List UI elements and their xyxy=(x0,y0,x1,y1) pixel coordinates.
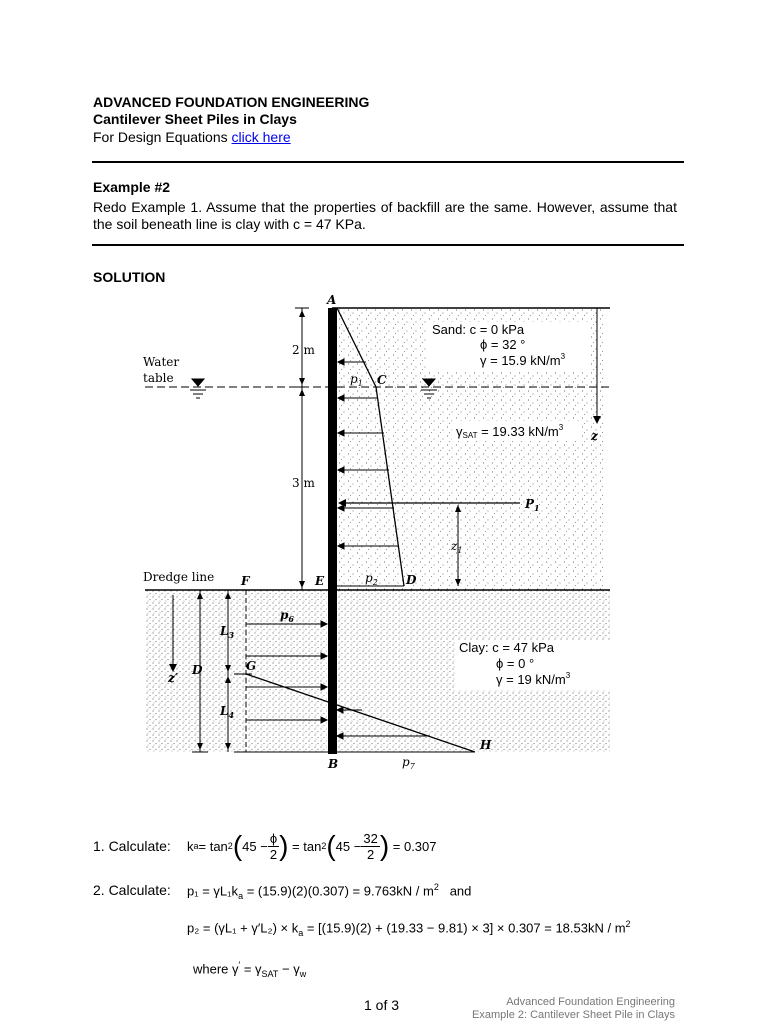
label-F: F xyxy=(241,574,250,588)
where-line xyxy=(193,960,306,979)
sand-props-line2: ϕ = 32 ° xyxy=(480,337,526,352)
solution-heading: SOLUTION xyxy=(93,269,166,285)
label-E: E xyxy=(315,574,325,588)
label-H: H xyxy=(480,738,492,752)
frac-32-num: 32 xyxy=(363,830,378,846)
ka-result: = 0.307 xyxy=(392,838,437,854)
paren-close-b: ) xyxy=(379,830,390,861)
where-tail: − γ xyxy=(278,961,300,977)
step1-label: 1. Calculate: xyxy=(93,838,171,854)
step2-p2-equation xyxy=(187,919,631,938)
frac-phi-den: 2 xyxy=(269,846,278,862)
label-P1: $P_1$ xyxy=(525,497,540,513)
sheet-pile xyxy=(328,308,337,754)
p2-sub: a xyxy=(298,927,304,938)
clay-props-line1: Clay: c = 47 kPa xyxy=(459,640,555,655)
label-A: A xyxy=(327,293,337,307)
p2-rhs: = [(15.9)(2) + (19.33 − 9.81) × 3] × 0.307 = 18.53kN / m xyxy=(303,920,626,936)
term-45a: 45 − xyxy=(242,838,268,854)
water-table-label-2: table xyxy=(143,371,174,385)
label-L3: $L_3$ xyxy=(220,624,235,640)
divider-bottom xyxy=(92,244,684,246)
label-G: G xyxy=(246,659,257,673)
where-prefix: where γ xyxy=(193,961,239,977)
p2-lhs: p₂ = (γL₁ + γ′L₂) × k xyxy=(187,920,299,936)
p1-sup: 2 xyxy=(433,882,439,892)
clay-props-line2: ϕ = 0 ° xyxy=(496,656,535,671)
label-p6: $p_6$ xyxy=(280,608,294,624)
step2-label: 2. Calculate: xyxy=(93,882,171,898)
footer-right-line2: Example 2: Cantilever Sheet Pile in Clays xyxy=(472,1009,675,1021)
label-C: C xyxy=(377,373,387,387)
example-title: Example #2 xyxy=(93,179,171,195)
paren-close-a: ) xyxy=(279,830,289,861)
dim-2m: 2 m xyxy=(292,343,315,357)
frac-32 xyxy=(361,831,379,862)
ka-sub: a xyxy=(193,841,199,851)
label-D-dim: D xyxy=(192,663,203,677)
label-B: B xyxy=(328,757,339,771)
paren-open-a: ( xyxy=(232,830,243,861)
design-equations-line xyxy=(93,129,291,145)
tan-b: = tan xyxy=(292,838,322,854)
frac-phi-num: ϕ xyxy=(269,830,278,846)
footer-right-line1: Advanced Foundation Engineering xyxy=(506,996,675,1008)
document-title: ADVANCED FOUNDATION ENGINEERING xyxy=(93,94,370,110)
sand-props-line3: γ = 15.9 $kN/m^3$ xyxy=(480,352,566,368)
page-number: 1 of 3 xyxy=(364,997,400,1013)
water-table-label-1: Water xyxy=(143,355,180,369)
label-p1: $p_1$ xyxy=(350,372,363,388)
where-mid: = γ xyxy=(240,961,262,977)
ka-symbol: k xyxy=(187,838,194,854)
divider-top xyxy=(92,161,684,163)
dredge-line-label: Dredge line xyxy=(143,570,215,584)
tan-a: = tan xyxy=(198,838,228,854)
p2-sup: 2 xyxy=(625,919,631,929)
label-zprime: z′ xyxy=(168,671,178,685)
frac-phi xyxy=(268,831,279,862)
paren-open-b: ( xyxy=(326,830,336,861)
step2-p1-equation xyxy=(187,882,471,901)
water-table-symbol-left xyxy=(190,379,206,398)
gamma-sat-label: γSAT = 19.33 $kN/m^3$ xyxy=(456,423,564,440)
label-p7: $p_7$ xyxy=(402,755,415,771)
sand-props-line1: Sand: c = 0 kPa xyxy=(432,322,525,337)
and-word: and xyxy=(449,883,472,899)
p1-lhs: p₁ = γL₁k xyxy=(187,883,239,899)
sup-2b: 2 xyxy=(321,841,327,851)
dim-3m: 3 m xyxy=(292,476,315,490)
example-body: Redo Example 1. Assume that the properties of backfill are the same. However, assume that the soil beneath line is clay with c = 47 KPa. xyxy=(93,199,677,232)
p1-sub: a xyxy=(238,890,244,901)
document-subtitle: Cantilever Sheet Piles in Clays xyxy=(93,111,297,127)
sheet-pile-diagram xyxy=(140,290,620,780)
label-D: D xyxy=(406,573,417,587)
sup-2a: 2 xyxy=(227,841,233,851)
where-prime: ′ xyxy=(238,960,241,970)
label-L4: $L_4$ xyxy=(220,704,235,720)
design-equations-link[interactable]: click here xyxy=(231,129,291,145)
label-z: z xyxy=(591,429,598,443)
label-zbar: $z_1$ xyxy=(451,539,463,555)
where-w: w xyxy=(299,968,307,979)
term-45b: 45 − xyxy=(335,838,362,854)
where-sat: SAT xyxy=(261,968,279,979)
frac-32-den: 2 xyxy=(366,846,375,862)
p1-rhs: = (15.9)(2)(0.307) = 9.763kN / m xyxy=(243,883,434,899)
footer-right xyxy=(472,996,675,1022)
clay-props-line3: γ = 19 $kN/m^3$ xyxy=(496,671,571,687)
design-equations-prefix: For Design Equations xyxy=(93,129,232,145)
step1-equation xyxy=(187,826,437,866)
label-p2: $p_2$ xyxy=(365,571,378,587)
